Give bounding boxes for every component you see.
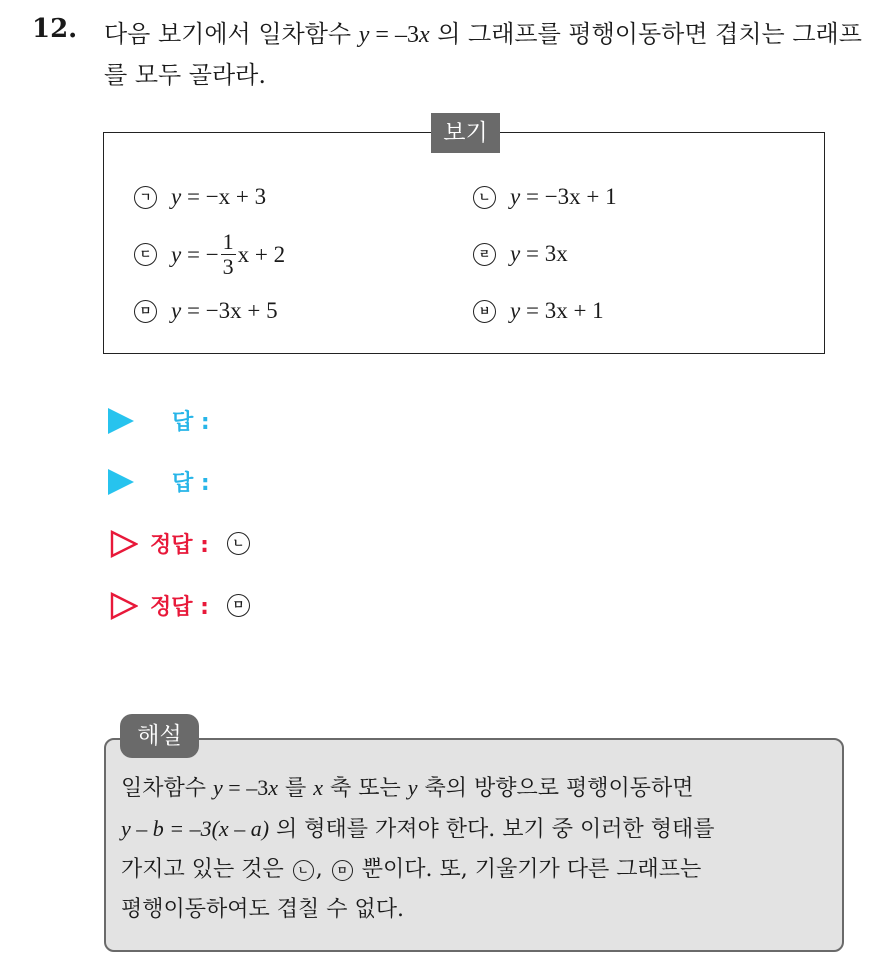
choice-6: [473, 298, 604, 324]
exp-text-segment: 뿐이다. 또, 기울기가 다른 그래프는: [354, 857, 702, 882]
exp-var-x: x: [268, 775, 278, 800]
choice-mark: ㅂ: [473, 300, 496, 323]
explanation-line-3: [121, 850, 833, 890]
play-arrow-icon: [108, 408, 134, 434]
choice-equation: = 3x: [520, 241, 568, 266]
choice-y: y: [510, 184, 521, 209]
explanation-text: [121, 768, 833, 930]
choice-equation-post: x + 2: [237, 241, 286, 267]
exp-var-x: x: [313, 775, 323, 800]
explanation-line-1: [121, 768, 833, 809]
outline-arrow-icon: [110, 530, 138, 558]
choice-y: y: [171, 241, 182, 267]
choice-equation: = −x + 3: [181, 184, 267, 209]
choice-mark: ㄴ: [473, 186, 496, 209]
choice-y: y: [510, 241, 521, 266]
question-text-part1: 다음 보기에서 일차함수: [104, 20, 352, 48]
explanation-label: 해설: [120, 714, 199, 758]
choice-3: [134, 230, 285, 279]
exp-equation: y – b = –3(x – a): [121, 816, 270, 841]
answer-label: 답 :: [172, 471, 210, 496]
exp-text-segment: 가지고 있는 것은: [121, 857, 291, 882]
correct-answer-mark: ㅁ: [227, 594, 250, 617]
exp-text-segment: 를: [277, 776, 314, 801]
exp-mark: ㄴ: [293, 860, 314, 881]
choice-2: [473, 184, 617, 210]
correct-answer-label: 정답 :: [150, 533, 209, 558]
exp-text-segment: 축 또는: [322, 776, 408, 801]
exp-text-segment: 축의 방향으로 평행이동하면: [417, 776, 694, 801]
choice-4: [473, 241, 568, 267]
explanation-line-4: 평행이동하여도 겹칠 수 없다.: [121, 897, 404, 922]
exp-separator: ,: [315, 857, 330, 882]
question-number: 12.: [32, 14, 78, 44]
question-eq-x: x: [418, 22, 430, 48]
exp-var-y: y: [407, 775, 418, 800]
correct-answer-2: [110, 590, 264, 621]
exp-text-segment: 일차함수: [121, 776, 214, 801]
explanation-line-2: [121, 809, 833, 850]
answer-label: 답 :: [172, 410, 210, 435]
fraction-denominator: 3: [222, 254, 234, 279]
exp-text-segment: 의 형태를 가져야 한다. 보기 중 이러한 형태를: [269, 817, 715, 842]
correct-answer-mark: ㄴ: [227, 532, 250, 555]
choice-mark: ㄷ: [134, 243, 157, 266]
choice-1: [134, 184, 266, 210]
choice-y: y: [171, 184, 182, 209]
outline-arrow-icon: [110, 592, 138, 620]
question-text-part2: 의 그래프를 평행이동하면 겹치는 그래프를 모두 골라라.: [104, 20, 862, 89]
choice-equation-pre: = −: [181, 241, 219, 267]
choice-equation: = −3x + 5: [181, 298, 278, 323]
exp-mark: ㅁ: [332, 860, 353, 881]
choice-mark: ㄱ: [134, 186, 157, 209]
exp-var-y: y: [213, 775, 223, 800]
question-eq-eq: = –3: [369, 22, 419, 48]
choice-y: y: [510, 298, 521, 323]
choice-5: [134, 298, 278, 324]
answer-blank-2: [108, 466, 210, 497]
choice-mark: ㄹ: [473, 243, 496, 266]
answer-blank-1: [108, 405, 210, 436]
choice-y: y: [171, 298, 182, 323]
choice-equation: = −3x + 1: [520, 184, 617, 209]
choice-box-label: 보기: [431, 113, 500, 153]
question-text: [104, 14, 864, 95]
fraction: [221, 230, 236, 279]
question-eq-y: y: [358, 22, 370, 48]
correct-answer-label: 정답 :: [150, 595, 209, 620]
fraction-numerator: 1: [222, 229, 234, 254]
play-arrow-icon: [108, 469, 134, 495]
correct-answer-1: [110, 528, 264, 559]
exp-eq: = –3: [222, 775, 269, 800]
choice-mark: ㅁ: [134, 300, 157, 323]
choice-equation: = 3x + 1: [520, 298, 604, 323]
